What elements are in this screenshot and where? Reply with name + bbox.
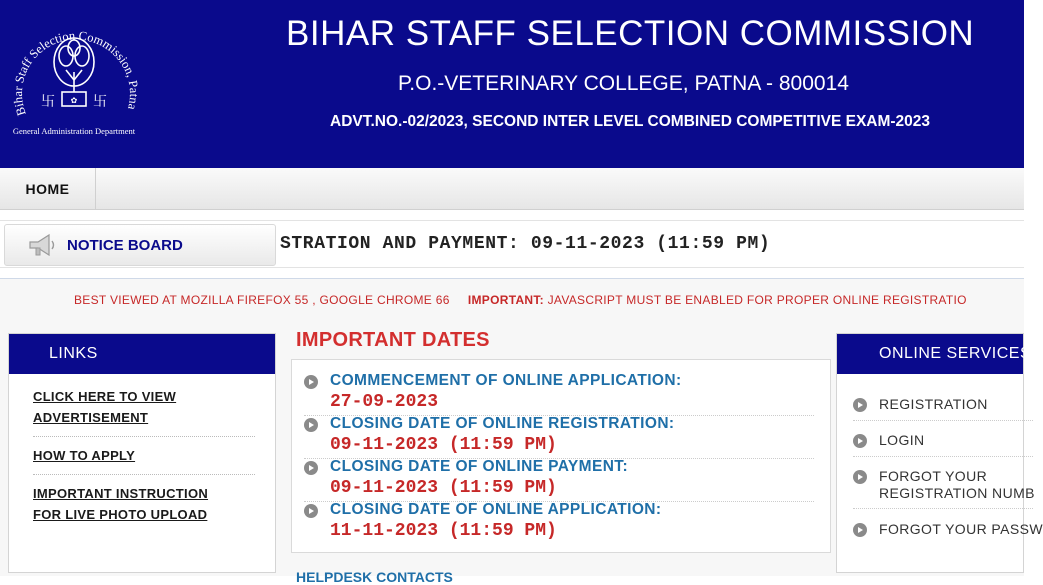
arrow-bullet-icon [853, 398, 867, 412]
notice-board [0, 220, 1024, 268]
arrow-bullet-icon [853, 523, 867, 537]
megaphone-icon [27, 233, 57, 257]
notice-ticker-text[interactable]: STRATION AND PAYMENT: 09-11-2023 (11:59 PM) [280, 234, 771, 254]
arrow-bullet-icon [304, 418, 318, 432]
javascript-notice-text: JAVASCRIPT MUST BE ENABLED FOR PROPER ONLINE REGISTRATIO [547, 293, 967, 307]
logo-arc-text: Bihar Staff Selection Commission, Patna [10, 28, 142, 118]
arrow-bullet-icon [853, 434, 867, 448]
important-dates-box [291, 359, 831, 553]
arrow-bullet-icon [304, 504, 318, 518]
page-title: BIHAR STAFF SELECTION COMMISSION [286, 14, 975, 53]
office-address: P.O.-VETERINARY COLLEGE, PATNA - 800014 [398, 72, 849, 95]
important-dates-title: IMPORTANT DATES [296, 329, 490, 351]
logo-bottom-text: General Administration Department [12, 126, 136, 136]
bssc-emblem-logo[interactable] [4, 6, 146, 146]
svg-text:卐: 卐 [41, 94, 55, 110]
nav-home-link[interactable]: HOME [0, 168, 96, 210]
online-services-panel: ONLINE SERVICES REGISTRATION LOGIN FORGOT YOUR REGISTRATION NUMB FORGOT YOUR PASSW [836, 333, 1024, 573]
helpdesk-contacts-title: HELPDESK CONTACTS [296, 569, 453, 585]
site-header [0, 0, 1024, 168]
links-panel-title: LINKS [9, 334, 275, 374]
date-row: COMMENCEMENT OF ONLINE APPLICATION: 27-09-2023 [304, 372, 814, 416]
links-panel [8, 333, 276, 573]
browser-info-line [74, 293, 967, 307]
notice-board-title: NOTICE BOARD [67, 236, 183, 254]
svg-text:✿: ✿ [70, 96, 78, 105]
date-row: CLOSING DATE OF ONLINE REGISTRATION: 09-11-2023 (11:59 PM) [304, 415, 814, 459]
browser-compat-text: BEST VIEWED AT MOZILLA FIREFOX 55 , GOOGLE CHROME 66 [74, 293, 450, 307]
date-row: CLOSING DATE OF ONLINE APPLICATION: 11-11-2023 (11:59 PM) [304, 501, 814, 545]
date-row: CLOSING DATE OF ONLINE PAYMENT: 09-11-2023 (11:59 PM) [304, 458, 814, 502]
arrow-bullet-icon [304, 461, 318, 475]
notice-board-label-box [4, 224, 276, 266]
main-nav-bar [0, 168, 1024, 210]
main-content [0, 278, 1043, 585]
link-live-photo-instruction[interactable]: IMPORTANT INSTRUCTION FOR LIVE PHOTO UPLOAD [33, 486, 209, 522]
svg-text:卐: 卐 [93, 94, 107, 110]
link-view-advertisement[interactable]: CLICK HERE TO VIEW ADVERTISEMENT [33, 378, 255, 437]
link-how-to-apply[interactable]: HOW TO APPLY [33, 437, 255, 475]
arrow-bullet-icon [853, 470, 867, 484]
arrow-bullet-icon [304, 375, 318, 389]
important-label: IMPORTANT: [467, 293, 544, 307]
online-services-title: ONLINE SERVICES [837, 334, 1023, 374]
advertisement-heading: ADVT.NO.-02/2023, SECOND INTER LEVEL COMBINED COMPETITIVE EXAM-2023 [330, 113, 931, 130]
